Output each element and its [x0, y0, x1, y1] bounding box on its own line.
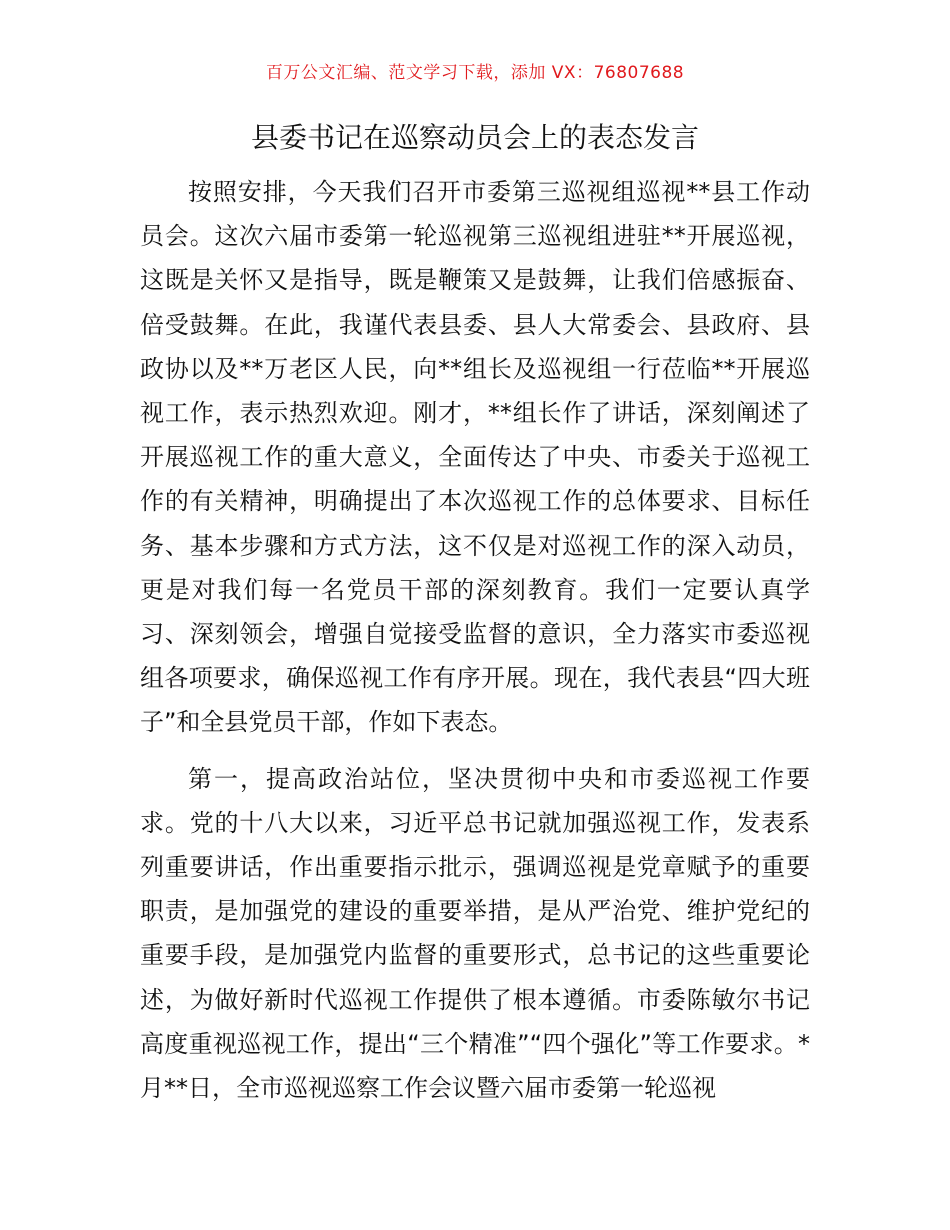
paragraph-2: 第一，提高政治站位，坚决贯彻中央和市委巡视工作要求。党的十八大以来，习近平总书记就加强巡视工作，发表系列重要讲话，作出重要指示批示，强调巡视是党章赋予的重要职责，是加强党的建设的重要举措，是从严治党、维护党纪的重要手段，是加强党内监督的重要形式，总书记的这些重要论述，为做好新时代巡视工作提供了根本遵循。市委陈敏尔书记高度重视巡视工作，提出“三个精准”“四个强化”等工作要求。*月**日，全市巡视巡察工作会议暨六届市委第一轮巡视 [140, 764, 810, 1103]
document-body [140, 170, 810, 1110]
document-title: 县委书记在巡察动员会上的表态发言 [250, 121, 699, 154]
paragraph-1: 按照安排，今天我们召开市委第三巡视组巡视**县工作动员会。这次六届市委第一轮巡视第三巡视组进驻**开展巡视，这既是关怀又是指导，既是鞭策又是鼓舞，让我们倍感振奋、倍受鼓舞。在此，我谨代表县委、县人大常委会、县政府、县政协以及**万老区人民，向**组长及巡视组一行莅临**开展巡视工作，表示热烈欢迎。刚才，**组长作了讲话，深刻阐述了开展巡视工作的重大意义，全面传达了中央、市委关于巡视工作的有关精神，明确提出了本次巡视工作的总体要求、目标任务、基本步骤和方式方法，这不仅是对巡视工作的深入动员，更是对我们每一名党员干部的深刻教育。我们一定要认真学习、深刻领会，增强自觉接受监督的意识，全力落实市委巡视组各项要求，确保巡视工作有序开展。现在，我代表县“四大班子”和全县党员干部，作如下表态。 [140, 178, 810, 737]
watermark-banner: 百万公文汇编、范文学习下载，添加 VX：76807688 [265, 63, 685, 83]
